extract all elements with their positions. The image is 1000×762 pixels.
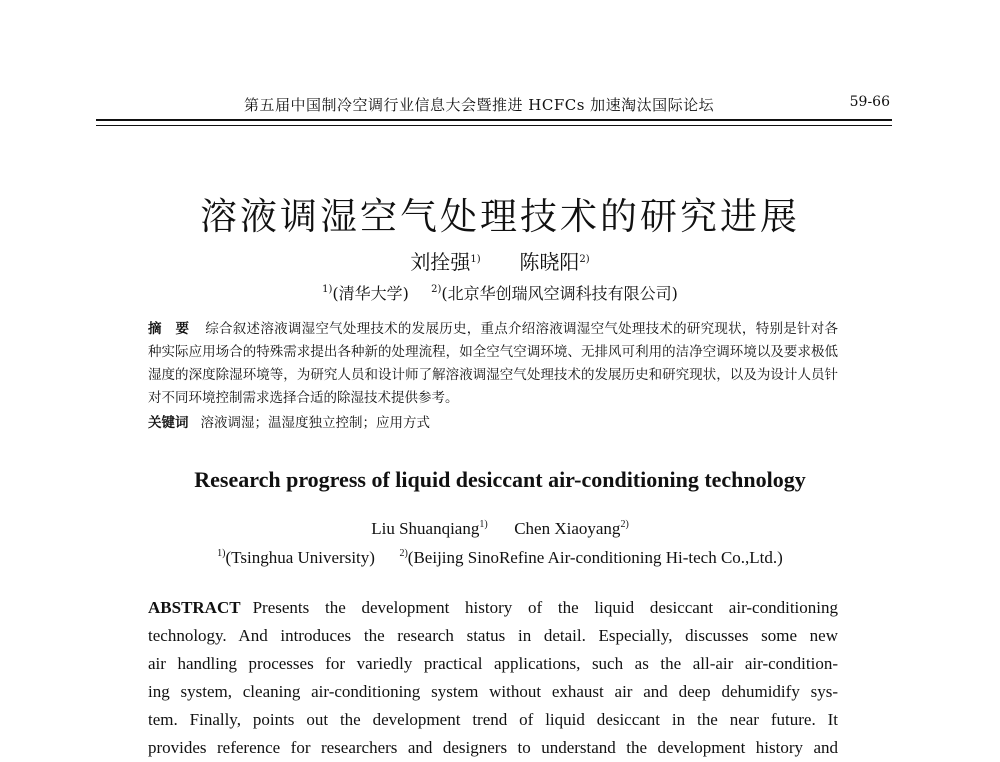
author-mark: 1)	[470, 254, 481, 265]
affiliation-name: (北京华创瑞风空调科技有限公司)	[441, 284, 678, 303]
abstract-line: provides reference for researchers and designers to understand the development history and	[148, 738, 838, 757]
abstract-line: technology. And introduces the research status in detail. Especially, discusses some new	[148, 626, 838, 645]
author-mark: 1)	[479, 519, 488, 530]
running-header	[148, 88, 890, 118]
author-name: Liu Shuanqiang	[371, 519, 480, 538]
authors-chinese	[0, 246, 1000, 275]
affiliations-english	[0, 548, 1000, 568]
author-mark: 2)	[620, 519, 629, 530]
abstract-label-chinese: 摘 要	[148, 321, 190, 337]
affiliation-name: (Tsinghua University)	[225, 548, 375, 567]
abstract-line: air handling processes for variedly practical applications, such as the all-air air-condition-	[148, 654, 838, 673]
affiliation-name: (清华大学)	[332, 284, 409, 303]
affiliation-mark: 1)	[217, 548, 226, 559]
header-rule-thin	[96, 125, 892, 126]
abstract-english	[148, 594, 838, 762]
title-chinese: 溶液调湿空气处理技术的研究进展	[200, 195, 800, 238]
affiliation-mark: 1)	[322, 284, 333, 295]
affiliations-chinese	[0, 281, 1000, 304]
abstract-label-english: ABSTRACT	[148, 598, 241, 617]
author-name: 陈晓阳	[519, 250, 580, 274]
title-english: Research progress of liquid desiccant air-conditioning technology	[194, 467, 806, 492]
author-name: Chen Xiaoyang	[514, 519, 621, 538]
abstract-line: ABSTRACT Presents the development history of the liquid desiccant air-conditioning	[148, 598, 838, 617]
abstract-line: tem. Finally, points out the development trend of liquid desiccant in the near future. It	[148, 710, 838, 729]
affiliation-mark: 2)	[399, 548, 408, 559]
abstract-chinese	[148, 318, 838, 410]
affiliation-mark: 2)	[431, 284, 442, 295]
keywords-label-chinese: 关键词	[148, 415, 189, 431]
author-mark: 2)	[579, 254, 590, 265]
author-name: 刘拴强	[410, 250, 471, 274]
page-range: 59-66	[849, 94, 890, 110]
abstract-text-chinese: 综合叙述溶液调湿空气处理技术的发展历史，重点介绍溶液调湿空气处理技术的研究现状，特别是针对各种实际应用场合的特殊需求提出各种新的处理流程，如全空气空调环境、无排风可利用的洁净空调环境以及要求极低湿度的深度除湿环境等，为研究人员和设计师了解溶液调湿空气处理技术的发展历史和研究现状，以及为设计人员针对不同环境控制需求选择合适的除湿技术提供参考。	[148, 321, 838, 406]
keywords-chinese	[148, 411, 430, 431]
running-title: 第五届中国制冷空调行业信息大会暨推进 HCFCs 加速淘汰国际论坛	[244, 96, 715, 114]
affiliation-name: (Beijing SinoRefine Air-conditioning Hi-tech Co.,Ltd.)	[407, 548, 783, 567]
keywords-text-chinese: 溶液调湿；温湿度独立控制；应用方式	[200, 415, 430, 431]
abstract-line: ing system, cleaning air-conditioning system without exhaust air and deep dehumidify sys-	[148, 682, 838, 701]
authors-english	[0, 519, 1000, 539]
header-rule-thick	[96, 119, 892, 121]
